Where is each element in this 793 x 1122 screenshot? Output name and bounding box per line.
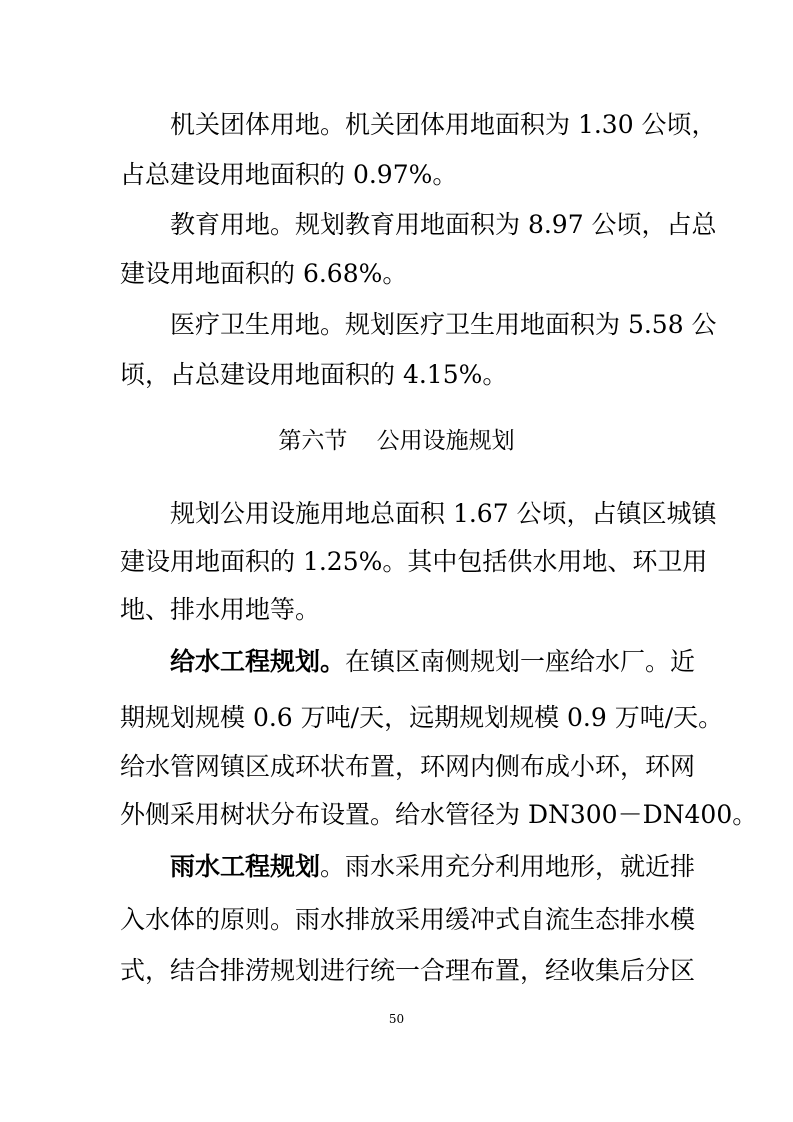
paragraph-line: 建设用地面积的 1.25%。其中包括供水用地、环卫用 (120, 547, 708, 576)
paragraph-line: 机关团体用地。机关团体用地面积为 1.30 公顷， (170, 110, 717, 139)
paragraph-line: 建设用地面积的 6.68%。 (120, 259, 408, 288)
paragraph-line (170, 852, 696, 882)
paragraph-line (170, 647, 696, 677)
paragraph-line: 给水管网镇区成环状布置，环网内侧布成小环，环网 (120, 752, 696, 781)
paragraph-text: 。雨水采用充分利用地形，就近排 (320, 852, 696, 881)
paragraph-line: 顷，占总建设用地面积的 4.15%。 (120, 360, 508, 389)
paragraph-line: 医疗卫生用地。规划医疗卫生用地面积为 5.58 公 (170, 310, 717, 339)
paragraph-line: 入水体的原则。雨水排放采用缓冲式自流生态排水模 (120, 905, 696, 934)
paragraph-text: 在镇区南侧规划一座给水厂。近 (345, 647, 696, 676)
page-number: 50 (388, 1012, 405, 1026)
paragraph-line: 式，结合排涝规划进行统一合理布置，经收集后分区 (120, 956, 696, 985)
section-heading: 第六节 公用设施规划 (278, 428, 515, 454)
paragraph-line: 占总建设用地面积的 0.97%。 (120, 160, 458, 189)
paragraph-line: 规划公用设施用地总面积 1.67 公顷，占镇区城镇 (170, 499, 717, 528)
paragraph-line: 地、排水用地等。 (120, 595, 321, 624)
paragraph-line: 外侧采用树状分布设置。给水管径为 DN300－DN400。 (120, 800, 758, 829)
paragraph-heading: 给水工程规划。 (170, 647, 346, 676)
paragraph-line: 期规划规模 0.6 万吨/天，远期规划规模 0.9 万吨/天。 (120, 703, 724, 732)
paragraph-heading: 雨水工程规划 (170, 852, 321, 881)
paragraph-line: 教育用地。规划教育用地面积为 8.97 公顷，占总 (170, 210, 717, 239)
